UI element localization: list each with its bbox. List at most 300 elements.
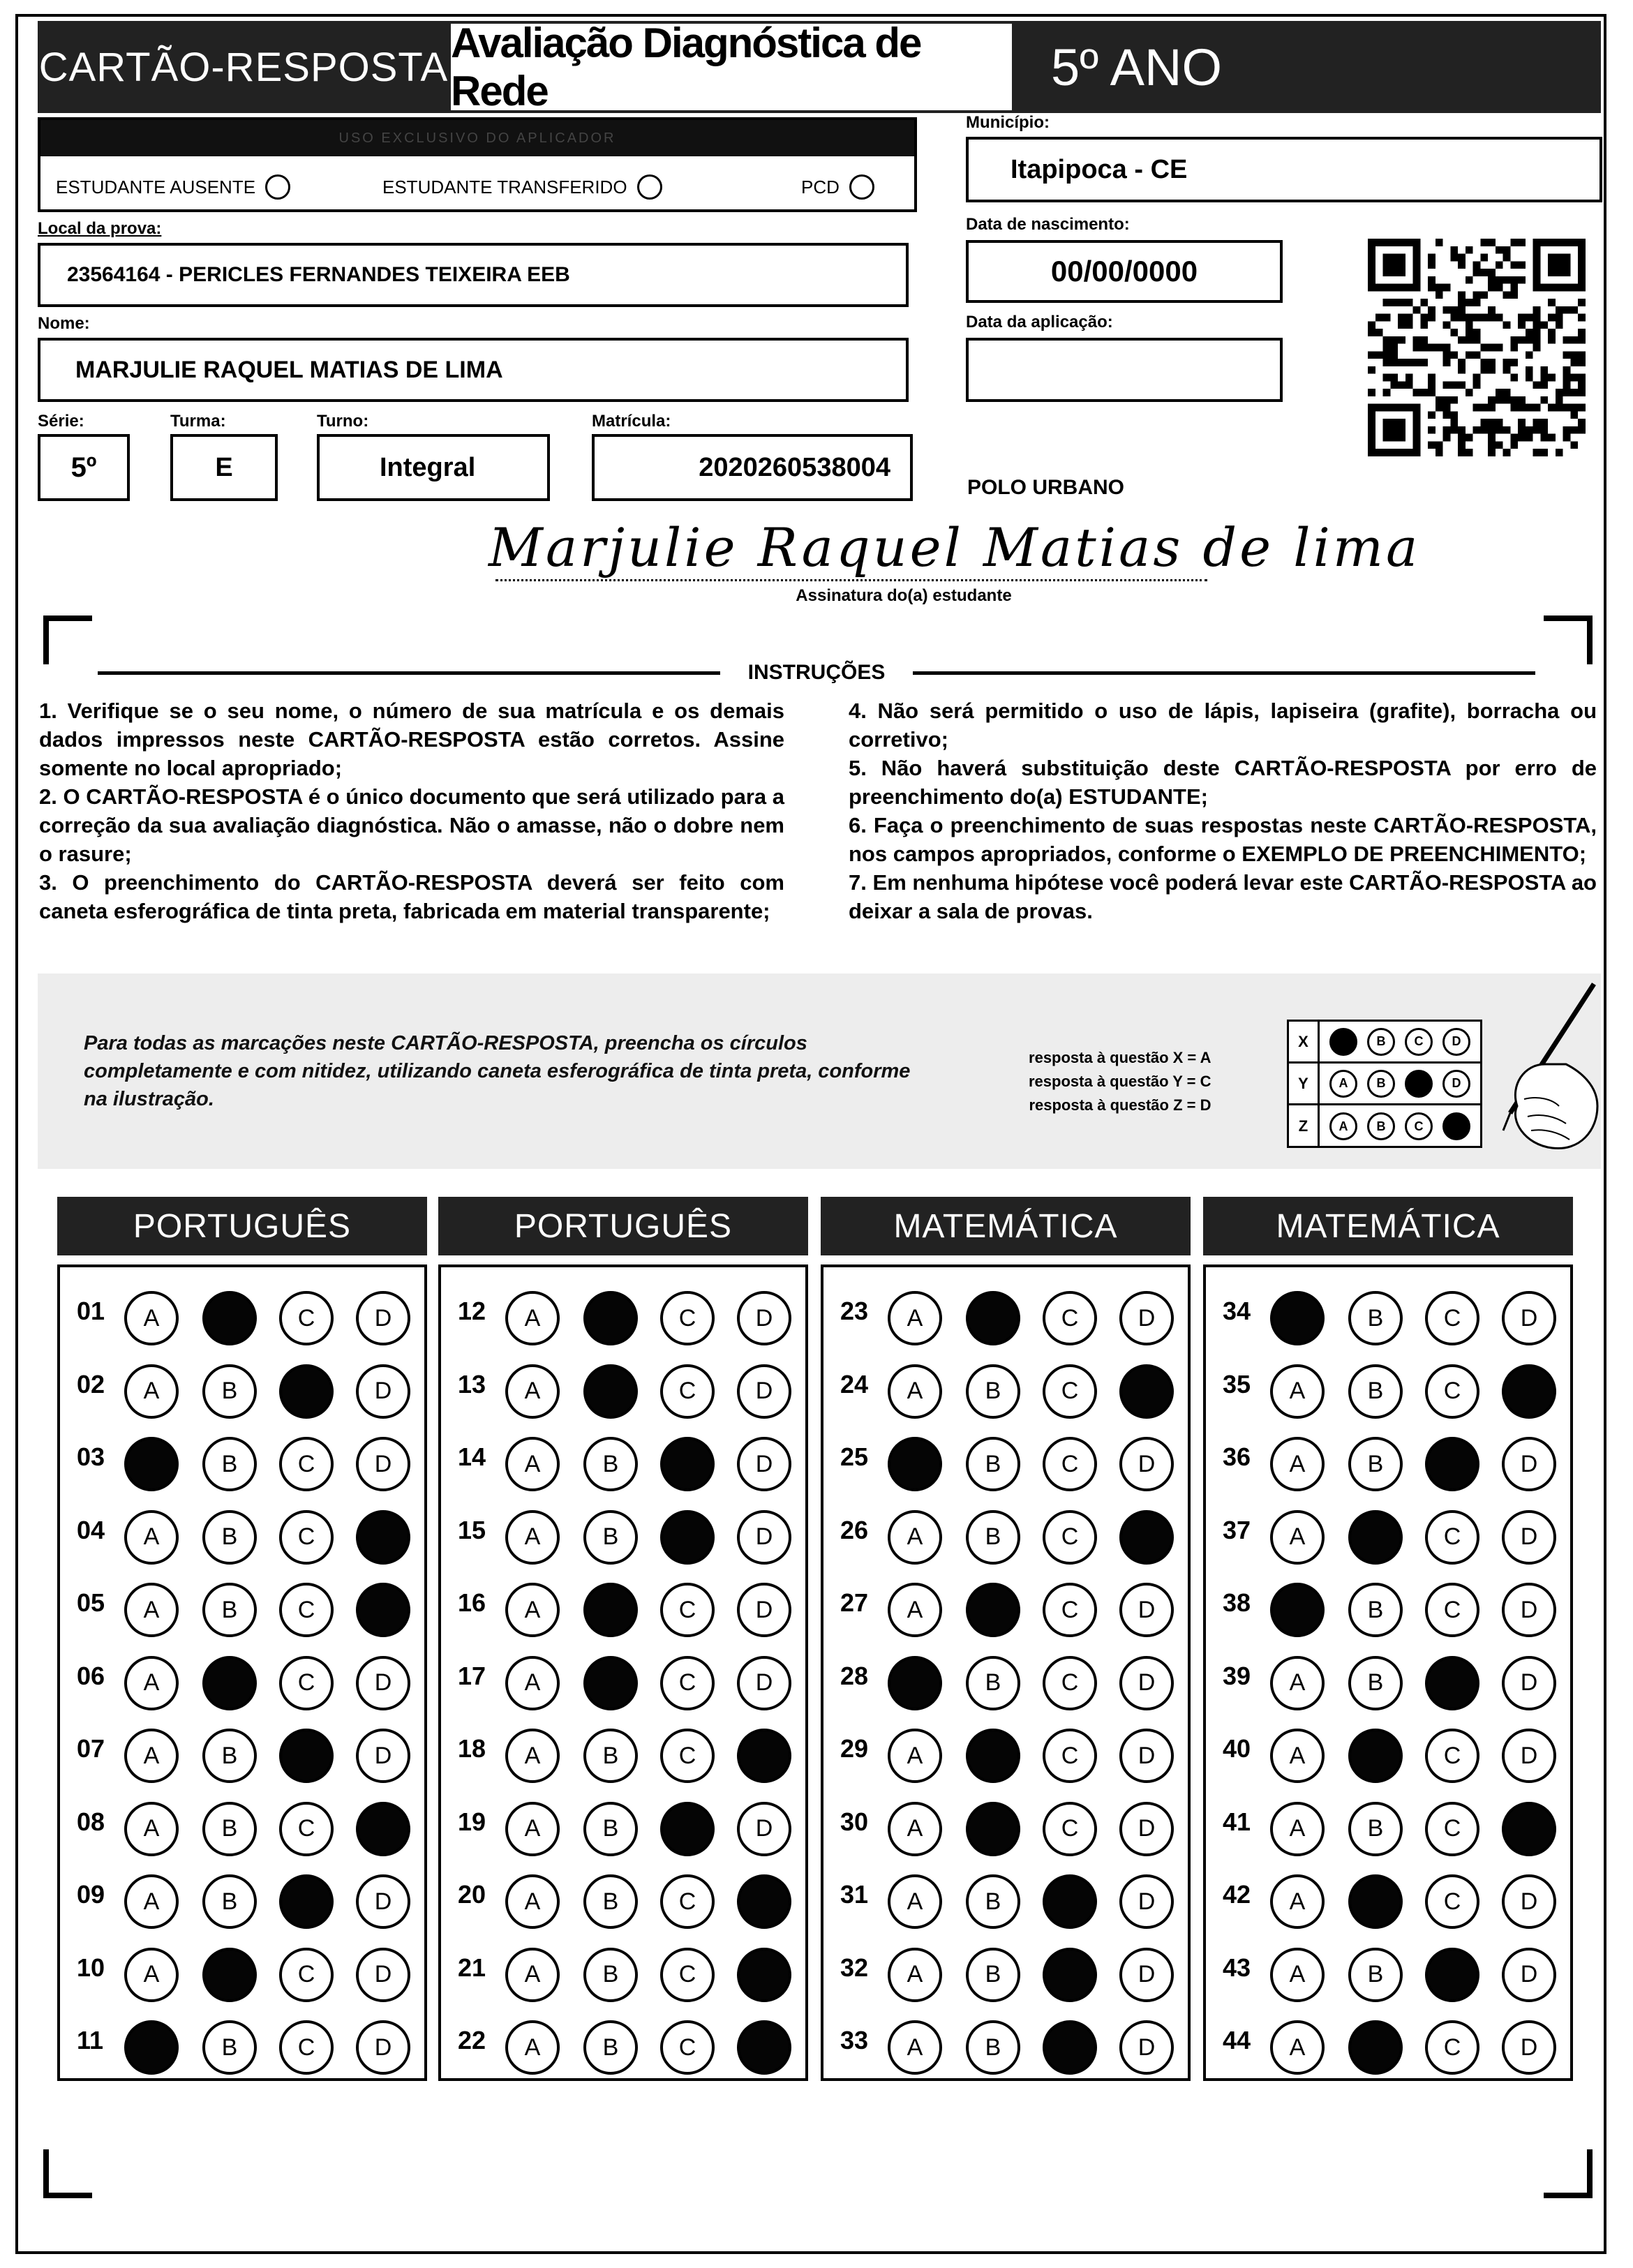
card-title: CARTÃO-RESPOSTA: [38, 44, 449, 90]
answer-bubble-c[interactable]: C: [279, 1437, 334, 1491]
transferred-bubble[interactable]: [637, 174, 662, 200]
answer-bubble-b[interactable]: [583, 1291, 638, 1345]
serie-label: Série:: [38, 412, 84, 431]
answer-bubble-d[interactable]: [1119, 1510, 1174, 1565]
question-number: 20: [458, 1880, 486, 1909]
example-keys: [1029, 1046, 1211, 1117]
answer-bubble-a[interactable]: [124, 1437, 179, 1491]
answer-bubble-a[interactable]: A: [888, 1802, 942, 1856]
answer-bubble-a[interactable]: A: [124, 1729, 179, 1783]
answer-bubble-c[interactable]: C: [279, 2020, 334, 2075]
question-row: [60, 2006, 424, 2079]
answer-bubble-c[interactable]: [279, 1364, 334, 1419]
answer-bubble-d[interactable]: D: [1119, 1583, 1174, 1637]
answer-bubble-c[interactable]: [660, 1437, 715, 1491]
answer-bubble-b[interactable]: [1348, 2020, 1403, 2075]
answer-bubble-b[interactable]: [583, 1364, 638, 1419]
answer-bubble-c[interactable]: [660, 1510, 715, 1565]
question-row: [823, 1350, 1188, 1423]
answer-bubble-d[interactable]: [1119, 1364, 1174, 1419]
answer-bubble-b[interactable]: B: [1348, 1583, 1403, 1637]
answer-bubble-c[interactable]: [279, 1874, 334, 1929]
answer-bubble-b[interactable]: B: [966, 1948, 1020, 2002]
question-row: [60, 1423, 424, 1495]
question-number: 14: [458, 1442, 486, 1471]
answer-bubble-b[interactable]: B: [202, 1729, 257, 1783]
answer-bubble-d[interactable]: D: [1119, 1291, 1174, 1345]
answer-bubble-b[interactable]: [202, 1291, 257, 1345]
turno-label: Turno:: [317, 412, 369, 431]
question-row: [60, 1642, 424, 1715]
answer-bubble-c[interactable]: C: [1425, 1583, 1479, 1637]
answer-bubble-c[interactable]: C: [1425, 1729, 1479, 1783]
turma-label: Turma:: [170, 412, 226, 431]
instruction-3: 3. O preenchimento do CARTÃO-RESPOSTA deverá ser feito com caneta esferográfica de tinta preta, fabricada em material transparente;: [39, 870, 784, 923]
example-bubble: D: [1442, 1028, 1470, 1056]
question-number: 40: [1223, 1734, 1251, 1763]
answer-bubble-c[interactable]: C: [1043, 1437, 1097, 1491]
answer-bubble-c[interactable]: [1043, 1948, 1097, 2002]
question-row: [823, 1569, 1188, 1641]
instruction-2: 2. O CARTÃO-RESPOSTA é o único documento que será utilizado para a correção da sua avaliação diagnóstica. Não o amasse, não o dobre nem o rasure;: [39, 784, 784, 866]
answer-bubble-a[interactable]: [888, 1437, 942, 1491]
hand-pen-icon: [1461, 980, 1601, 1162]
answer-bubble-d[interactable]: D: [356, 1729, 410, 1783]
answer-bubble-b[interactable]: B: [583, 1729, 638, 1783]
question-row: [823, 1860, 1188, 1933]
answer-bubble-b[interactable]: [1348, 1874, 1403, 1929]
question-row: [441, 1642, 805, 1715]
answer-bubble-a[interactable]: A: [888, 1874, 942, 1929]
local-label: Local da prova:: [38, 219, 162, 238]
answer-bubble-a[interactable]: A: [1270, 1874, 1325, 1929]
answer-bubble-d[interactable]: D: [356, 1948, 410, 2002]
signature-line: [495, 579, 1207, 581]
answer-bubble-d[interactable]: D: [1502, 1656, 1556, 1710]
answer-bubble-a[interactable]: A: [124, 1510, 179, 1565]
question-row: [1206, 1860, 1570, 1933]
question-row: [441, 1715, 805, 1787]
answer-bubble-d[interactable]: D: [1502, 1874, 1556, 1929]
question-number: 21: [458, 1953, 486, 1982]
birth-label: Data de nascimento:: [966, 215, 1130, 234]
instructions-left: [39, 696, 784, 925]
municipio-label: Município:: [966, 113, 1050, 132]
answer-bubble-a[interactable]: A: [888, 1510, 942, 1565]
question-number: 12: [458, 1297, 486, 1325]
answer-bubble-b[interactable]: B: [202, 1583, 257, 1637]
example-bubble: C: [1405, 1112, 1433, 1140]
answer-section-1: [57, 1264, 427, 2081]
question-number: 22: [458, 2026, 486, 2054]
answer-bubble-d[interactable]: D: [356, 1656, 410, 1710]
question-row: [1206, 1642, 1570, 1715]
example-bubble: A: [1329, 1070, 1357, 1098]
answer-bubble-d[interactable]: D: [737, 1437, 791, 1491]
answer-bubble-a[interactable]: A: [888, 1364, 942, 1419]
question-number: 41: [1223, 1807, 1251, 1836]
question-row: [823, 1715, 1188, 1787]
answer-bubble-d[interactable]: [1502, 1364, 1556, 1419]
example-row-label: Y: [1289, 1064, 1320, 1103]
pcd-label: PCD: [801, 176, 840, 197]
question-row: [441, 1788, 805, 1860]
answer-bubble-d[interactable]: D: [737, 1583, 791, 1637]
answer-bubble-a[interactable]: A: [1270, 1802, 1325, 1856]
example-bubble: [1329, 1028, 1357, 1056]
answer-bubble-c[interactable]: C: [660, 2020, 715, 2075]
question-row: [823, 1496, 1188, 1569]
answer-bubble-a[interactable]: A: [505, 1874, 560, 1929]
answer-bubble-c[interactable]: C: [1043, 1656, 1097, 1710]
answer-bubble-d[interactable]: D: [737, 1364, 791, 1419]
answer-bubble-a[interactable]: A: [505, 1948, 560, 2002]
answer-bubble-a[interactable]: A: [1270, 1729, 1325, 1783]
question-row: [60, 1860, 424, 1933]
instruction-1: 1. Verifique se o seu nome, o número de sua matrícula e os demais dados impressos neste CARTÃO-RESPOSTA estão corretos. Assine somente no local apropriado;: [39, 699, 784, 780]
grade-title: 5º ANO: [1051, 38, 1223, 96]
answer-bubble-a[interactable]: A: [124, 1291, 179, 1345]
question-row: [823, 1277, 1188, 1350]
example-bubble: D: [1442, 1070, 1470, 1098]
absent-option[interactable]: [56, 174, 290, 200]
example-bubble: B: [1367, 1070, 1395, 1098]
question-number: 23: [840, 1297, 869, 1325]
answer-bubble-c[interactable]: C: [660, 1948, 715, 2002]
question-row: [441, 2006, 805, 2079]
answer-bubble-c[interactable]: C: [279, 1510, 334, 1565]
question-number: 36: [1223, 1442, 1251, 1471]
answer-bubble-d[interactable]: D: [356, 1874, 410, 1929]
answer-bubble-a[interactable]: A: [505, 2020, 560, 2075]
question-number: 44: [1223, 2026, 1251, 2054]
answer-bubble-d[interactable]: D: [1119, 1874, 1174, 1929]
answer-bubble-b[interactable]: B: [202, 2020, 257, 2075]
signature: Marjulie Raquel Matias de lima: [489, 516, 1421, 579]
question-number: 11: [77, 2026, 104, 2054]
answer-bubble-d[interactable]: D: [356, 1364, 410, 1419]
answer-bubble-b[interactable]: [966, 1729, 1020, 1783]
answer-bubble-a[interactable]: A: [505, 1510, 560, 1565]
instruction-7: 7. Em nenhuma hipótese você poderá levar este CARTÃO-RESPOSTA ao deixar a sala de provas.: [849, 870, 1597, 923]
pcd-bubble[interactable]: [849, 174, 874, 200]
question-number: 38: [1223, 1588, 1251, 1617]
answer-bubble-b[interactable]: B: [1348, 1948, 1403, 2002]
answer-bubble-d[interactable]: D: [1119, 1729, 1174, 1783]
answer-bubble-d[interactable]: D: [1119, 1948, 1174, 2002]
answer-bubble-b[interactable]: B: [966, 1437, 1020, 1491]
answer-bubble-d[interactable]: D: [737, 1802, 791, 1856]
application-label: Data da aplicação:: [966, 313, 1113, 331]
question-row: [823, 1934, 1188, 2006]
answer-bubble-d[interactable]: D: [1502, 1437, 1556, 1491]
question-row: [60, 1715, 424, 1787]
answer-bubble-d[interactable]: [356, 1802, 410, 1856]
answer-bubble-b[interactable]: [202, 1656, 257, 1710]
answer-bubble-b[interactable]: B: [966, 1510, 1020, 1565]
answer-bubble-a[interactable]: A: [124, 1948, 179, 2002]
answer-bubble-d[interactable]: D: [1119, 1656, 1174, 1710]
answer-bubble-c[interactable]: [1425, 1656, 1479, 1710]
answer-bubble-c[interactable]: C: [1043, 1510, 1097, 1565]
answer-bubble-b[interactable]: [1348, 1510, 1403, 1565]
question-number: 39: [1223, 1661, 1251, 1690]
question-row: [823, 1788, 1188, 1860]
answer-bubble-c[interactable]: C: [1043, 1291, 1097, 1345]
corner-mark-bottom-left: [43, 2149, 92, 2198]
pcd-option[interactable]: [801, 174, 874, 200]
answer-bubble-c[interactable]: C: [1043, 1729, 1097, 1783]
answer-bubble-a[interactable]: [1270, 1291, 1325, 1345]
answer-bubble-b[interactable]: [966, 1802, 1020, 1856]
answer-bubble-b[interactable]: B: [202, 1874, 257, 1929]
answer-bubble-d[interactable]: D: [1119, 1802, 1174, 1856]
answer-bubble-a[interactable]: A: [888, 1729, 942, 1783]
answer-bubble-a[interactable]: A: [1270, 2020, 1325, 2075]
question-number: 17: [458, 1661, 486, 1690]
answer-bubble-a[interactable]: A: [505, 1437, 560, 1491]
answer-bubble-b[interactable]: B: [202, 1437, 257, 1491]
answer-bubble-d[interactable]: D: [356, 1291, 410, 1345]
answer-bubble-c[interactable]: C: [279, 1583, 334, 1637]
answer-bubble-b[interactable]: B: [583, 1874, 638, 1929]
answer-bubble-a[interactable]: A: [505, 1656, 560, 1710]
question-number: 37: [1223, 1515, 1251, 1544]
answer-bubble-c[interactable]: C: [660, 1656, 715, 1710]
answer-bubble-a[interactable]: A: [1270, 1656, 1325, 1710]
question-number: 05: [77, 1588, 105, 1617]
instructions-title: INSTRUÇÕES: [747, 661, 886, 684]
corner-mark-top-right: [1544, 616, 1593, 664]
absent-bubble[interactable]: [265, 174, 290, 200]
answer-bubble-d[interactable]: D: [1502, 1510, 1556, 1565]
question-row: [1206, 1350, 1570, 1423]
matricula-field: 2020260538004: [592, 434, 913, 501]
applicator-bar: USO EXCLUSIVO DO APLICADOR: [40, 120, 914, 156]
instruction-5: 5. Não haverá substituição deste CARTÃO-RESPOSTA por erro de preenchimento do(a) ESTUDANTE;: [849, 756, 1597, 809]
answer-bubble-c[interactable]: C: [279, 1656, 334, 1710]
answer-bubble-c[interactable]: C: [660, 1729, 715, 1783]
answer-bubble-d[interactable]: D: [737, 1656, 791, 1710]
answer-bubble-a[interactable]: A: [888, 2020, 942, 2075]
answer-bubble-b[interactable]: [202, 1948, 257, 2002]
question-number: 19: [458, 1807, 486, 1836]
question-row: [60, 1496, 424, 1569]
question-row: [823, 1642, 1188, 1715]
answer-bubble-a[interactable]: A: [505, 1729, 560, 1783]
answer-bubble-c[interactable]: C: [1425, 1291, 1479, 1345]
answer-bubble-d[interactable]: [356, 1583, 410, 1637]
question-number: 13: [458, 1369, 486, 1398]
answer-bubble-b[interactable]: B: [1348, 1291, 1403, 1345]
answer-bubble-b[interactable]: [1348, 1729, 1403, 1783]
answer-bubble-c[interactable]: C: [660, 1583, 715, 1637]
answer-bubble-a[interactable]: A: [124, 1364, 179, 1419]
answer-bubble-c[interactable]: C: [279, 1948, 334, 2002]
answer-bubble-d[interactable]: [1502, 1802, 1556, 1856]
answer-bubble-b[interactable]: B: [583, 1802, 638, 1856]
answer-bubble-b[interactable]: B: [1348, 1802, 1403, 1856]
answer-bubble-c[interactable]: [1043, 2020, 1097, 2075]
question-row: [60, 1350, 424, 1423]
question-row: [441, 1496, 805, 1569]
answer-bubble-a[interactable]: [124, 2020, 179, 2075]
question-number: 27: [840, 1588, 869, 1617]
question-row: [60, 1277, 424, 1350]
question-row: [60, 1788, 424, 1860]
answer-bubble-b[interactable]: [966, 1583, 1020, 1637]
absent-label: ESTUDANTE AUSENTE: [56, 176, 256, 197]
answer-bubble-b[interactable]: B: [583, 1437, 638, 1491]
question-number: 31: [840, 1880, 869, 1909]
answer-bubble-d[interactable]: [737, 1874, 791, 1929]
answer-bubble-c[interactable]: C: [1043, 1364, 1097, 1419]
turno-field: Integral: [317, 434, 550, 501]
birth-field: 00/00/0000: [966, 240, 1283, 303]
question-number: 16: [458, 1588, 486, 1617]
answer-bubble-d[interactable]: D: [356, 2020, 410, 2075]
example-key-y: resposta à questão Y = C: [1029, 1073, 1211, 1090]
answer-bubble-a[interactable]: A: [1270, 1364, 1325, 1419]
answer-bubble-b[interactable]: B: [202, 1802, 257, 1856]
answer-bubble-a[interactable]: [1270, 1583, 1325, 1637]
answer-bubble-c[interactable]: [660, 1802, 715, 1856]
question-number: 34: [1223, 1297, 1251, 1325]
transferred-option[interactable]: [382, 174, 662, 200]
answer-bubble-b[interactable]: [966, 1291, 1020, 1345]
answer-bubble-d[interactable]: D: [1119, 1437, 1174, 1491]
question-number: 25: [840, 1442, 869, 1471]
question-number: 08: [77, 1807, 105, 1836]
transferred-label: ESTUDANTE TRANSFERIDO: [382, 176, 627, 197]
answer-bubble-c[interactable]: [1043, 1874, 1097, 1929]
section-title-2: PORTUGUÊS: [438, 1197, 808, 1255]
question-number: 43: [1223, 1953, 1251, 1982]
name-field: MARJULIE RAQUEL MATIAS DE LIMA: [38, 338, 909, 402]
answer-bubble-d[interactable]: D: [737, 1510, 791, 1565]
answer-bubble-c[interactable]: C: [1043, 1802, 1097, 1856]
question-row: [823, 2006, 1188, 2079]
answer-bubble-d[interactable]: D: [1119, 2020, 1174, 2075]
answer-bubble-c[interactable]: [1425, 1437, 1479, 1491]
signature-label: Assinatura do(a) estudante: [796, 586, 1012, 605]
answer-bubble-b[interactable]: [583, 1656, 638, 1710]
answer-bubble-a[interactable]: A: [888, 1583, 942, 1637]
example-row: [1289, 1105, 1480, 1147]
answer-bubble-b[interactable]: B: [202, 1510, 257, 1565]
answer-bubble-a[interactable]: A: [124, 1583, 179, 1637]
answer-bubble-b[interactable]: B: [583, 1510, 638, 1565]
answer-bubble-c[interactable]: C: [279, 1802, 334, 1856]
answer-bubble-a[interactable]: A: [505, 1364, 560, 1419]
answer-bubble-c[interactable]: C: [279, 1291, 334, 1345]
answer-bubble-d[interactable]: D: [1502, 1729, 1556, 1783]
answer-bubble-a[interactable]: A: [888, 1948, 942, 2002]
answer-bubble-a[interactable]: A: [505, 1802, 560, 1856]
answer-bubble-d[interactable]: D: [737, 1291, 791, 1345]
answer-bubble-d[interactable]: [737, 1729, 791, 1783]
answer-bubble-d[interactable]: D: [1502, 1583, 1556, 1637]
question-row: [441, 1860, 805, 1933]
answer-bubble-a[interactable]: A: [124, 1656, 179, 1710]
answer-section-2: [438, 1264, 808, 2081]
answer-bubble-b[interactable]: B: [966, 1874, 1020, 1929]
qr-code: [1368, 239, 1586, 456]
answer-bubble-d[interactable]: D: [1502, 1948, 1556, 2002]
question-row: [441, 1423, 805, 1495]
answer-bubble-a[interactable]: [888, 1656, 942, 1710]
answer-bubble-a[interactable]: A: [505, 1583, 560, 1637]
answer-bubble-a[interactable]: A: [124, 1802, 179, 1856]
example-bubble: [1405, 1070, 1433, 1098]
answer-bubble-c[interactable]: C: [1043, 1583, 1097, 1637]
answer-bubble-d[interactable]: D: [356, 1437, 410, 1491]
question-number: 33: [840, 2026, 869, 2054]
answer-bubble-b[interactable]: B: [1348, 1656, 1403, 1710]
answer-bubble-a[interactable]: A: [1270, 1437, 1325, 1491]
answer-bubble-b[interactable]: B: [966, 2020, 1020, 2075]
answer-bubble-c[interactable]: C: [660, 1291, 715, 1345]
answer-bubble-c[interactable]: C: [1425, 1874, 1479, 1929]
matricula-label: Matrícula:: [592, 412, 671, 431]
answer-bubble-b[interactable]: B: [583, 1948, 638, 2002]
question-number: 10: [77, 1953, 105, 1982]
answer-bubble-d[interactable]: [356, 1510, 410, 1565]
question-number: 18: [458, 1734, 486, 1763]
example-bubble: B: [1367, 1112, 1395, 1140]
answer-bubble-a[interactable]: A: [505, 1291, 560, 1345]
answer-bubble-b[interactable]: B: [583, 2020, 638, 2075]
answer-bubble-c[interactable]: C: [660, 1874, 715, 1929]
question-number: 28: [840, 1661, 869, 1690]
answer-bubble-b[interactable]: [583, 1583, 638, 1637]
answer-bubble-c[interactable]: [279, 1729, 334, 1783]
answer-bubble-b[interactable]: B: [966, 1656, 1020, 1710]
answer-bubble-d[interactable]: D: [1502, 1291, 1556, 1345]
example-bubble: B: [1367, 1028, 1395, 1056]
turma-field: E: [170, 434, 278, 501]
question-number: 15: [458, 1515, 486, 1544]
answer-bubble-d[interactable]: [737, 1948, 791, 2002]
answer-bubble-a[interactable]: A: [1270, 1510, 1325, 1565]
question-number: 06: [77, 1661, 105, 1690]
answer-bubble-b[interactable]: B: [202, 1364, 257, 1419]
answer-bubble-a[interactable]: A: [888, 1291, 942, 1345]
answer-bubble-a[interactable]: A: [124, 1874, 179, 1929]
answer-bubble-c[interactable]: C: [1425, 1802, 1479, 1856]
instructions-right: [849, 696, 1597, 925]
applicator-box: [38, 117, 917, 212]
answer-bubble-d[interactable]: D: [1502, 2020, 1556, 2075]
application-field: [966, 338, 1283, 402]
example-row: [1289, 1022, 1480, 1064]
example-row-label: Z: [1289, 1105, 1320, 1147]
answer-bubble-c[interactable]: C: [1425, 1364, 1479, 1419]
polo-label: POLO URBANO: [967, 476, 1124, 499]
answer-bubble-c[interactable]: C: [1425, 2020, 1479, 2075]
answer-bubble-c[interactable]: C: [1425, 1510, 1479, 1565]
example-row-label: X: [1289, 1022, 1320, 1061]
serie-field: 5º: [38, 434, 130, 501]
answer-bubble-b[interactable]: B: [1348, 1364, 1403, 1419]
answer-bubble-b[interactable]: B: [966, 1364, 1020, 1419]
answer-bubble-c[interactable]: C: [660, 1364, 715, 1419]
answer-bubble-b[interactable]: B: [1348, 1437, 1403, 1491]
question-number: 04: [77, 1515, 105, 1544]
answer-bubble-a[interactable]: A: [1270, 1948, 1325, 2002]
answer-bubble-c[interactable]: [1425, 1948, 1479, 2002]
answer-bubble-d[interactable]: [737, 2020, 791, 2075]
